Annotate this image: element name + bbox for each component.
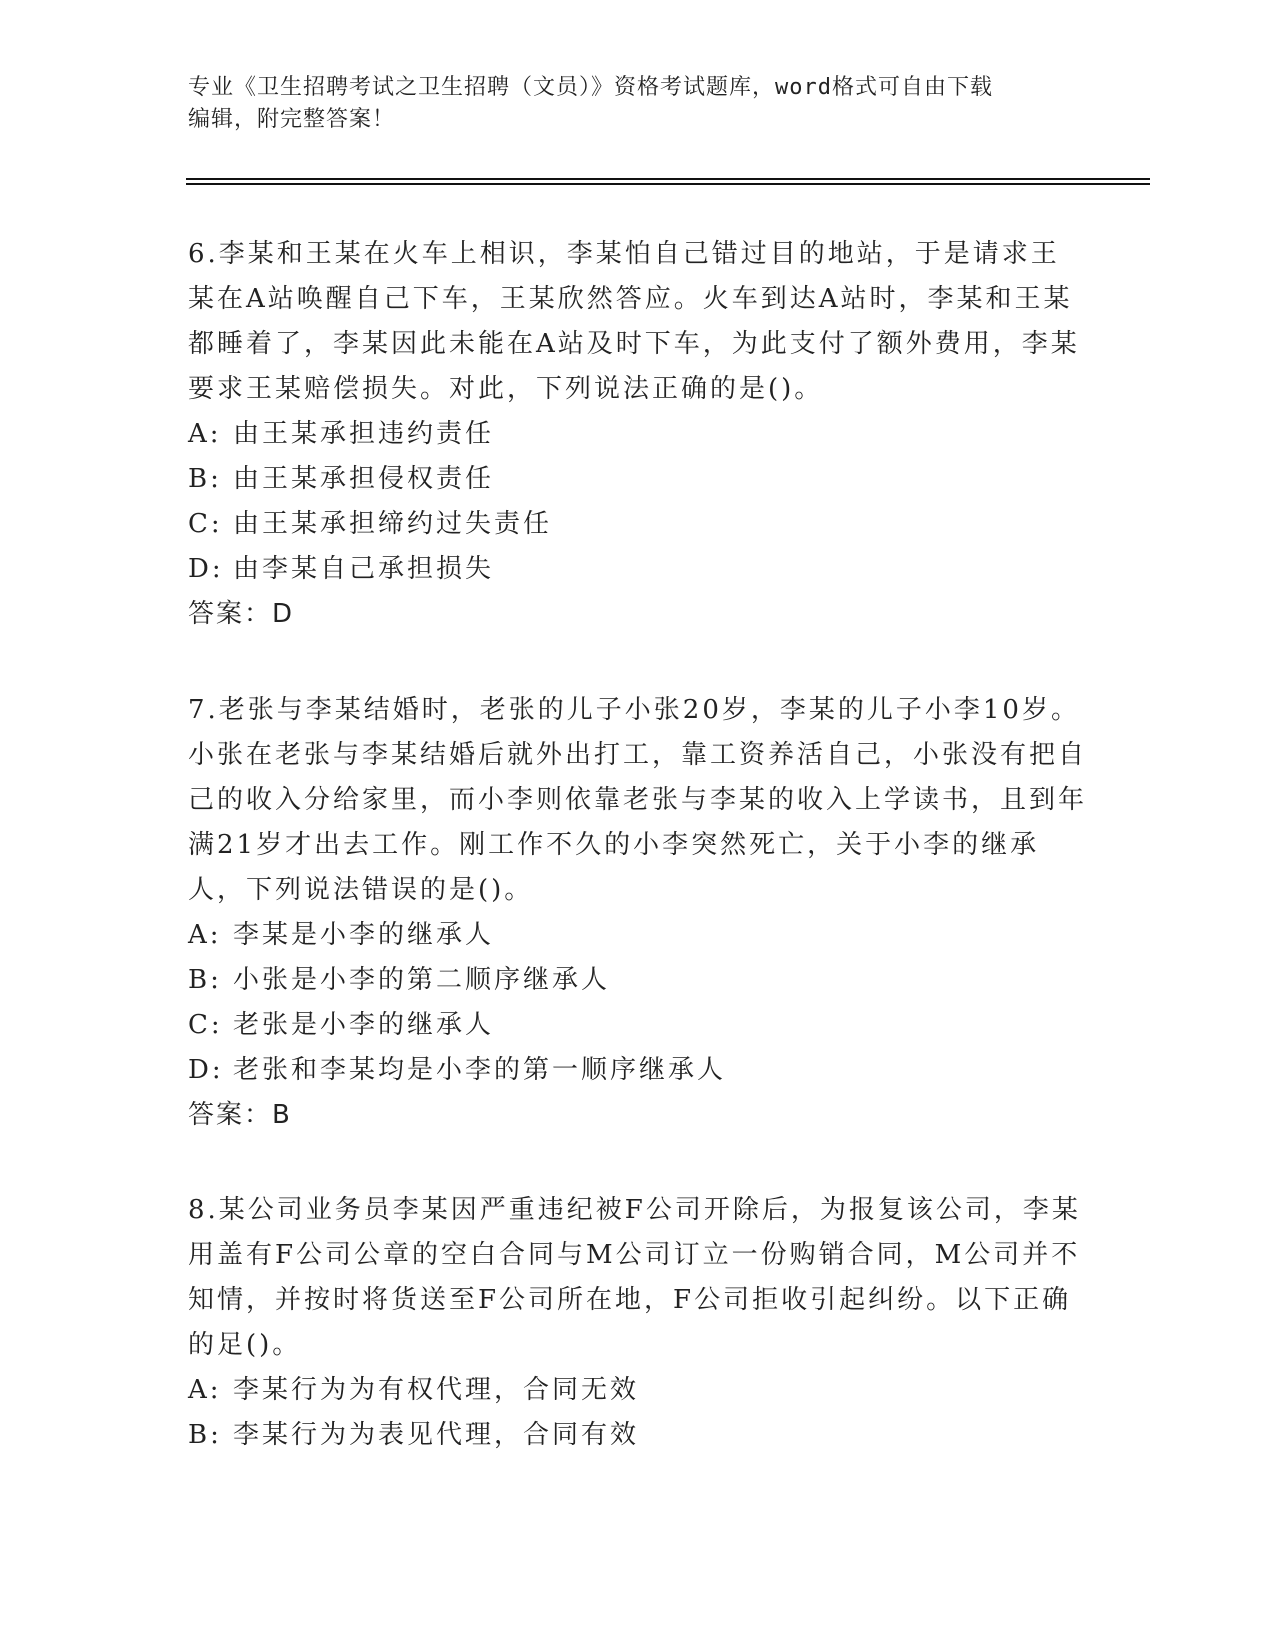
document-header [188,72,1088,136]
option-text: 李某行为为有权代理，合同无效 [233,1375,640,1405]
question-8 [188,1188,1088,1458]
option-a [188,412,1088,457]
question-6 [188,232,1088,637]
option-key: A: [188,920,222,950]
option-text: 由李某自己承担损失 [233,554,495,584]
option-text: 由王某承担缔约过失责任 [233,509,553,539]
option-d [188,1048,1088,1093]
option-key: C: [188,1010,223,1040]
option-key: A: [188,419,222,449]
option-c [188,1003,1088,1048]
option-a [188,1368,1088,1413]
answer-line: 答案：D [188,599,295,629]
option-key: A: [188,1375,222,1405]
option-text: 李某是小李的继承人 [233,920,495,950]
option-c [188,502,1088,547]
option-key: D: [188,554,224,584]
header-line-2: 编辑，附完整答案！ [188,107,396,132]
option-key: B: [188,1420,222,1450]
option-text: 李某行为为表见代理，合同有效 [233,1420,640,1450]
question-7 [188,688,1088,1138]
option-a [188,913,1088,958]
option-text: 由王某承担侵权责任 [233,464,495,494]
option-key: B: [188,965,222,995]
answer-line: 答案：B [188,1100,292,1130]
question-stem: 7.老张与李某结婚时，老张的儿子小张20岁，李某的儿子小李10岁。小张在老张与李某结婚后就外出打工，靠工资养活自己，小张没有把自己的收入分给家里，而小李则依靠老张与李某的收入上学读书，且到年满21岁才出去工作。刚工作不久的小李突然死亡，关于小李的继承人，下列说法错误的是()。 [188,695,1088,905]
option-b [188,1413,1088,1458]
option-text: 小张是小李的第二顺序继承人 [233,965,611,995]
option-d [188,547,1088,592]
option-text: 由王某承担违约责任 [233,419,495,449]
question-stem: 8.某公司业务员李某因严重违纪被F公司开除后，为报复该公司，李某用盖有F公司公章的空白合同与M公司订立一份购销合同，M公司并不知情，并按时将货送至F公司所在地，F公司拒收引起纠纷。以下正确的足()。 [188,1195,1081,1360]
header-rule-top [186,178,1150,180]
option-key: C: [188,509,223,539]
header-rule-bottom [186,183,1150,185]
question-stem: 6.李某和王某在火车上相识，李某怕自己错过目的地站，于是请求王某在A站唤醒自己下车，王某欣然答应。火车到达A站时，李某和王某都睡着了，李某因此未能在A站及时下车，为此支付了额外费用，李某要求王某赔偿损失。对此，下列说法正确的是()。 [188,239,1080,404]
option-b [188,958,1088,1003]
option-key: D: [188,1055,224,1085]
option-key: B: [188,464,222,494]
option-text: 老张是小李的继承人 [233,1010,495,1040]
option-b [188,457,1088,502]
header-line-1: 专业《卫生招聘考试之卫生招聘（文员）》资格考试题库，word格式可自由下载 [188,75,993,100]
option-text: 老张和李某均是小李的第一顺序继承人 [233,1055,727,1085]
